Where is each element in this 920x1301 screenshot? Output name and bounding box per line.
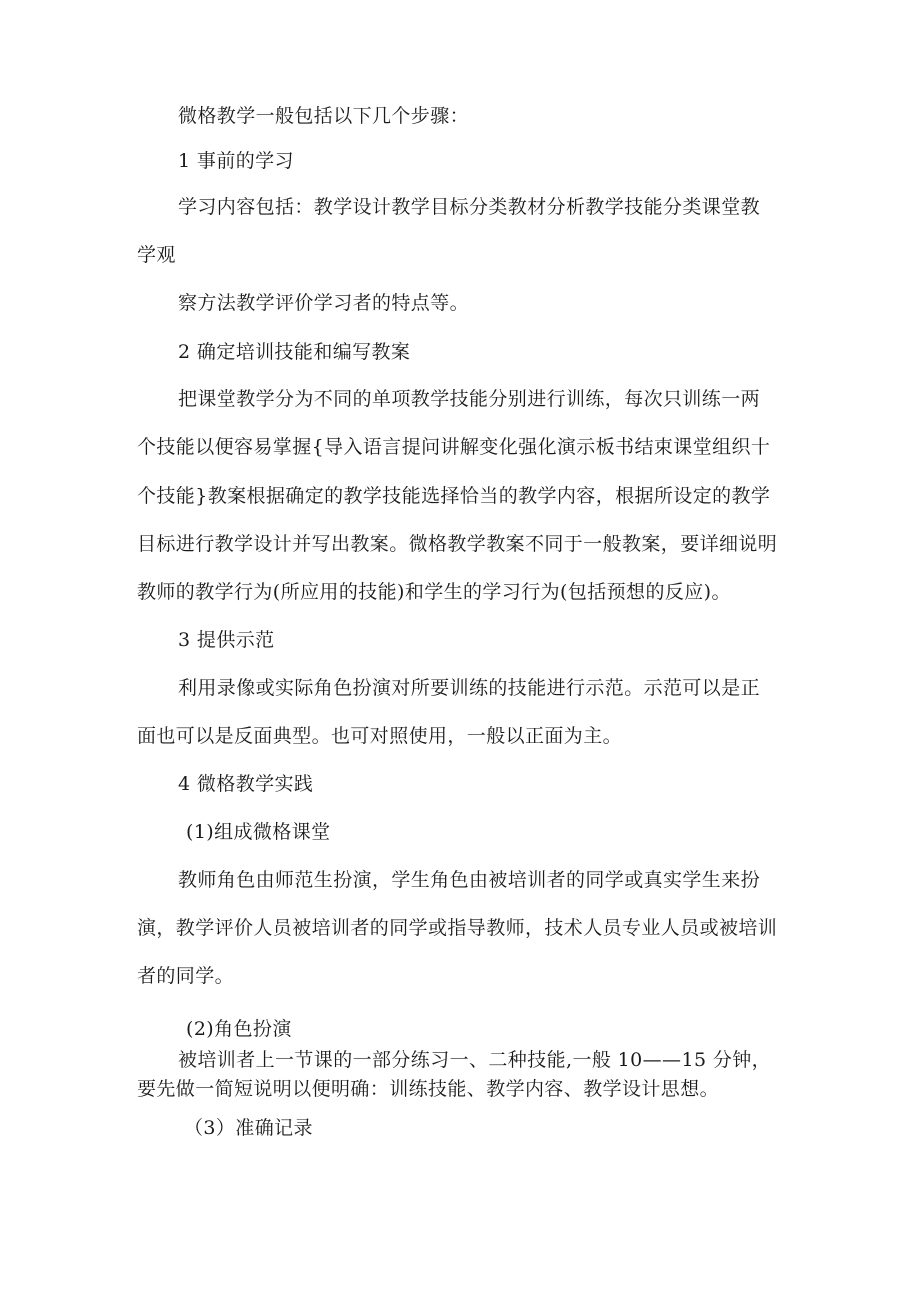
paragraph-line: 个技能}教案根据确定的教学技能选择恰当的教学内容，根据所设定的教学 [137, 485, 771, 507]
paragraph-line: 学观 [137, 244, 176, 266]
paragraph-line: 目标进行教学设计并写出教案。微格教学教案不同于一般教案，要详细说明 [137, 533, 778, 555]
paragraph-line: 个技能以便容易掌握{导入语言提问讲解变化强化演示板书结束课堂组织十 [137, 436, 771, 458]
step-4-heading: 4 微格教学实践 [178, 773, 314, 795]
paragraph-line: 面也可以是反面典型。也可对照使用，一般以正面为主。 [137, 725, 623, 747]
step-2-heading: 2 确定培训技能和编写教案 [178, 341, 411, 363]
paragraph-line: 把课堂教学分为不同的单项教学技能分别进行训练，每次只训练一两 [178, 388, 761, 410]
paragraph-line: 教师角色由师范生扮演，学生角色由被培训者的同学或真实学生来扮 [178, 869, 761, 891]
paragraph-line: 要先做一简短说明以便明确：训练技能、教学内容、教学设计思想。 [137, 1078, 720, 1100]
step-3-heading: 3 提供示范 [178, 629, 275, 651]
intro-line: 微格教学一般包括以下几个步骤： [178, 105, 470, 127]
substep-3-heading: （3）准确记录 [184, 1117, 313, 1139]
substep-1-heading: (1)组成微格课堂 [186, 821, 331, 843]
paragraph-line: 者的同学。 [137, 965, 235, 987]
paragraph-line: 演，教学评价人员被培训者的同学或指导教师，技术人员专业人员或被培训 [137, 917, 778, 939]
paragraph-line: 教师的教学行为(所应用的技能)和学生的学习行为(包括预想的反应)。 [137, 581, 731, 603]
paragraph-line: 学习内容包括：教学设计教学目标分类教材分析教学技能分类课堂教 [178, 196, 761, 218]
paragraph-line: 察方法教学评价学习者的特点等。 [178, 292, 470, 314]
step-1-heading: 1 事前的学习 [178, 150, 294, 172]
paragraph-line: 利用录像或实际角色扮演对所要训练的技能进行示范。示范可以是正 [178, 677, 761, 699]
paragraph-line: 被培训者上一节课的一部分练习一、二种技能,一般 10——15 分钟， [178, 1049, 772, 1071]
substep-2-heading: (2)角色扮演 [186, 1018, 292, 1040]
